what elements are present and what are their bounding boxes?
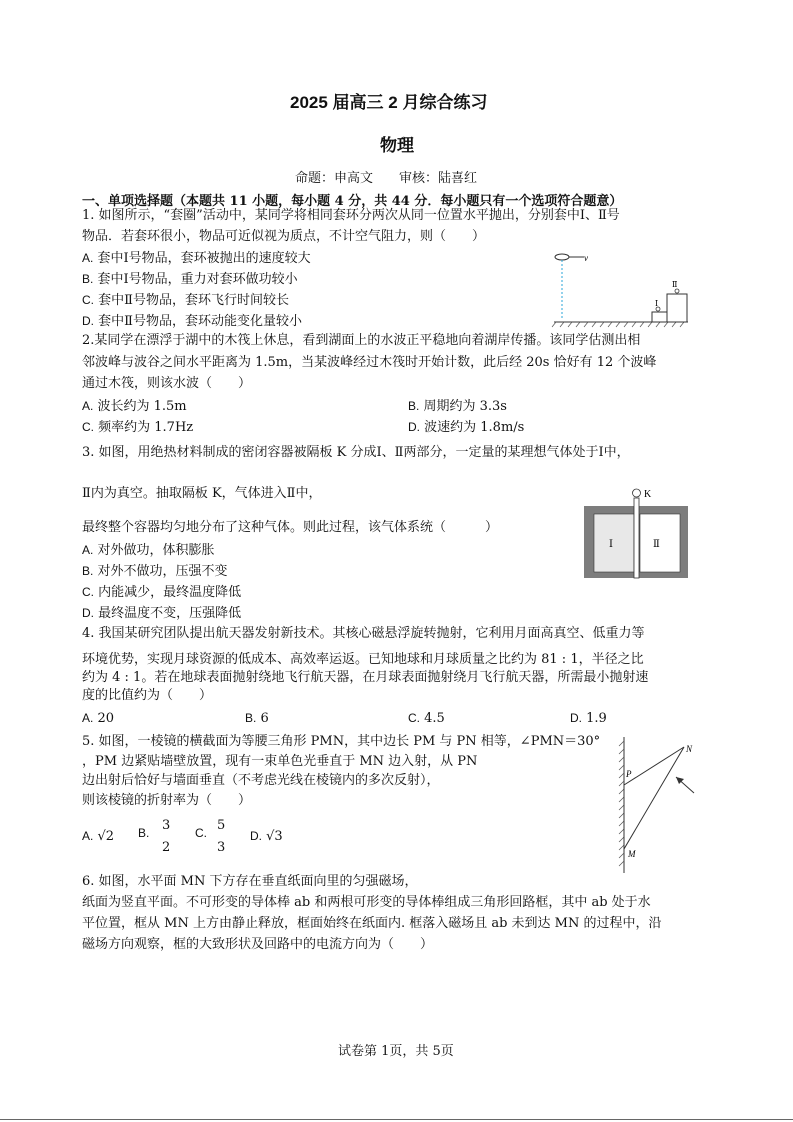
q2-stem-line3: 通过木筏，则该水波（ ） — [82, 376, 252, 391]
q5-option-a: A. √2 — [82, 829, 115, 844]
q3-option-b: B. 对外不做功，压强不变 — [82, 564, 228, 579]
q3-stem-line1: 3. 如图，用绝热材料制成的密闭容器被隔板 K 分成Ⅰ、Ⅱ两部分，一定量的某理想气体处于Ⅰ中， — [82, 445, 630, 460]
q1-ring-toss-figure — [548, 250, 693, 330]
q2-option-c: C. 频率约为 1.7Hz — [82, 420, 194, 435]
q2-option-a: A. 波长约为 1.5m — [82, 399, 187, 414]
subject-title: 物理 — [380, 136, 414, 155]
q3-stem-line3: 最终整个容器均匀地分布了这种气体。则此过程，该气体系统（ ） — [82, 520, 499, 535]
q3-option-c: C. 内能减少，最终温度降低 — [82, 585, 242, 600]
q2-stem-line2: 邻波峰与波谷之间水平距离为 1.5m，当某波峰经过木筏时开始计数，此后经 20s 恰好有 12 个波峰 — [82, 355, 657, 370]
q4-option-d: D. 1.9 — [570, 711, 607, 726]
svg-text:v: v — [584, 253, 588, 263]
page-footer: 试卷第 1页，共 5页 — [338, 1044, 454, 1059]
svg-text:N: N — [686, 744, 693, 754]
q5-stem-line3: 边出射后恰好与墙面垂直（不考虑光线在棱镜内的多次反射）， — [82, 773, 440, 788]
q2-option-b: B. 周期约为 3.3s — [408, 399, 507, 414]
q3-stem-line2: Ⅱ内为真空。抽取隔板 K，气体进入Ⅱ中， — [82, 486, 322, 501]
q6-stem-line3: 平位置，框从 MN 上方由静止释放，框面始终在纸面内. 框落入磁场且 ab 未到达 MN 的过程中，沿 — [82, 916, 662, 931]
q6-stem-line2: 纸面为竖直平面。不可形变的导体棒 ab 和两根可形变的导体棒组成三角形回路框，其中 ab 处于水 — [82, 895, 651, 910]
svg-text:K: K — [644, 489, 652, 500]
q2-stem-line1: 2.某同学在漂浮于湖中的木筏上休息，看到湖面上的水波正平稳地向着湖岸传播。该同学估测出相 — [82, 333, 641, 348]
svg-text:P: P — [626, 769, 632, 779]
q5-stem-line2: ，PM 边紧贴墙壁放置，现有一束单色光垂直于 MN 边入射，从 PN — [82, 754, 478, 769]
q5-option-d: D. √3 — [250, 829, 283, 844]
q4-stem-line2: 环境优势，实现月球资源的低成本、高效率运返。已知地球和月球质量之比约为 81 : 1，半径之比 — [82, 652, 644, 667]
q4-option-a: A. 20 — [82, 711, 115, 726]
q1-option-b: B. 套中Ⅰ号物品，重力对套环做功较小 — [82, 272, 298, 287]
exam-title: 2025 届高三 2 月综合练习 — [290, 93, 488, 112]
q3-option-d: D. 最终温度不变，压强降低 — [82, 606, 242, 621]
q5-prism-figure — [612, 735, 702, 875]
q4-stem-line3: 约为 4 : 1。若在地球表面抛射绕地飞行航天器，在月球表面抛射绕月飞行航天器，所需最小抛射速 — [82, 670, 649, 685]
q5-stem-line4: 则该棱镜的折射率为（ ） — [82, 793, 252, 808]
page-bottom-divider — [0, 1119, 793, 1120]
q4-option-b: B. 6 — [245, 711, 269, 726]
svg-text:M: M — [628, 849, 636, 859]
q6-stem-line4: 磁场方向观察，框的大致形状及回路中的电流方向为（ ） — [82, 937, 434, 952]
q1-option-d: D. 套中Ⅱ号物品，套环动能变化量较小 — [82, 314, 302, 329]
q3-container-figure — [582, 484, 692, 580]
q6-stem-line1: 6. 如图，水平面 MN 下方存在垂直纸面向里的匀强磁场， — [82, 874, 418, 889]
q1-stem-line2: 物品．若套环很小，物品可近似视为质点，不计空气阻力，则（ ） — [82, 229, 486, 244]
q1-stem-line1: 1. 如图所示，“套圈”活动中，某同学将相同套环分两次从同一位置水平抛出，分别套中Ⅰ、Ⅱ号 — [82, 208, 620, 223]
q3-option-a: A. 对外做功，体积膨胀 — [82, 543, 215, 558]
q4-option-c: C. 4.5 — [408, 711, 445, 726]
svg-text:Ⅰ: Ⅰ — [609, 539, 613, 550]
q5-stem-line1: 5. 如图，一棱镜的横截面为等腰三角形 PMN，其中边长 PM 与 PN 相等，∠PMN＝30° — [82, 734, 601, 749]
q4-stem-line4: 度的比值约为（ ） — [82, 688, 213, 703]
svg-text:Ⅰ: Ⅰ — [655, 299, 659, 308]
svg-text:Ⅱ: Ⅱ — [672, 280, 678, 289]
q1-option-c: C. 套中Ⅱ号物品，套环飞行时间较长 — [82, 293, 289, 308]
svg-text:Ⅱ: Ⅱ — [653, 539, 660, 550]
section-heading: 一、单项选择题（本题共 11 小题，每小题 4 分，共 44 分．每小题只有一个选项符合题意） — [82, 194, 623, 209]
authors-line: 命题：申高文 审核：陆喜红 — [295, 171, 478, 186]
q4-stem-line1: 4. 我国某研究团队提出航天器发射新技术。其核心磁悬浮旋转抛射，它利用月面高真空、低重力等 — [82, 626, 645, 641]
q1-option-a: A. 套中Ⅰ号物品，套环被抛出的速度较大 — [82, 251, 311, 266]
q2-option-d: D. 波速约为 1.8m/s — [408, 420, 525, 435]
